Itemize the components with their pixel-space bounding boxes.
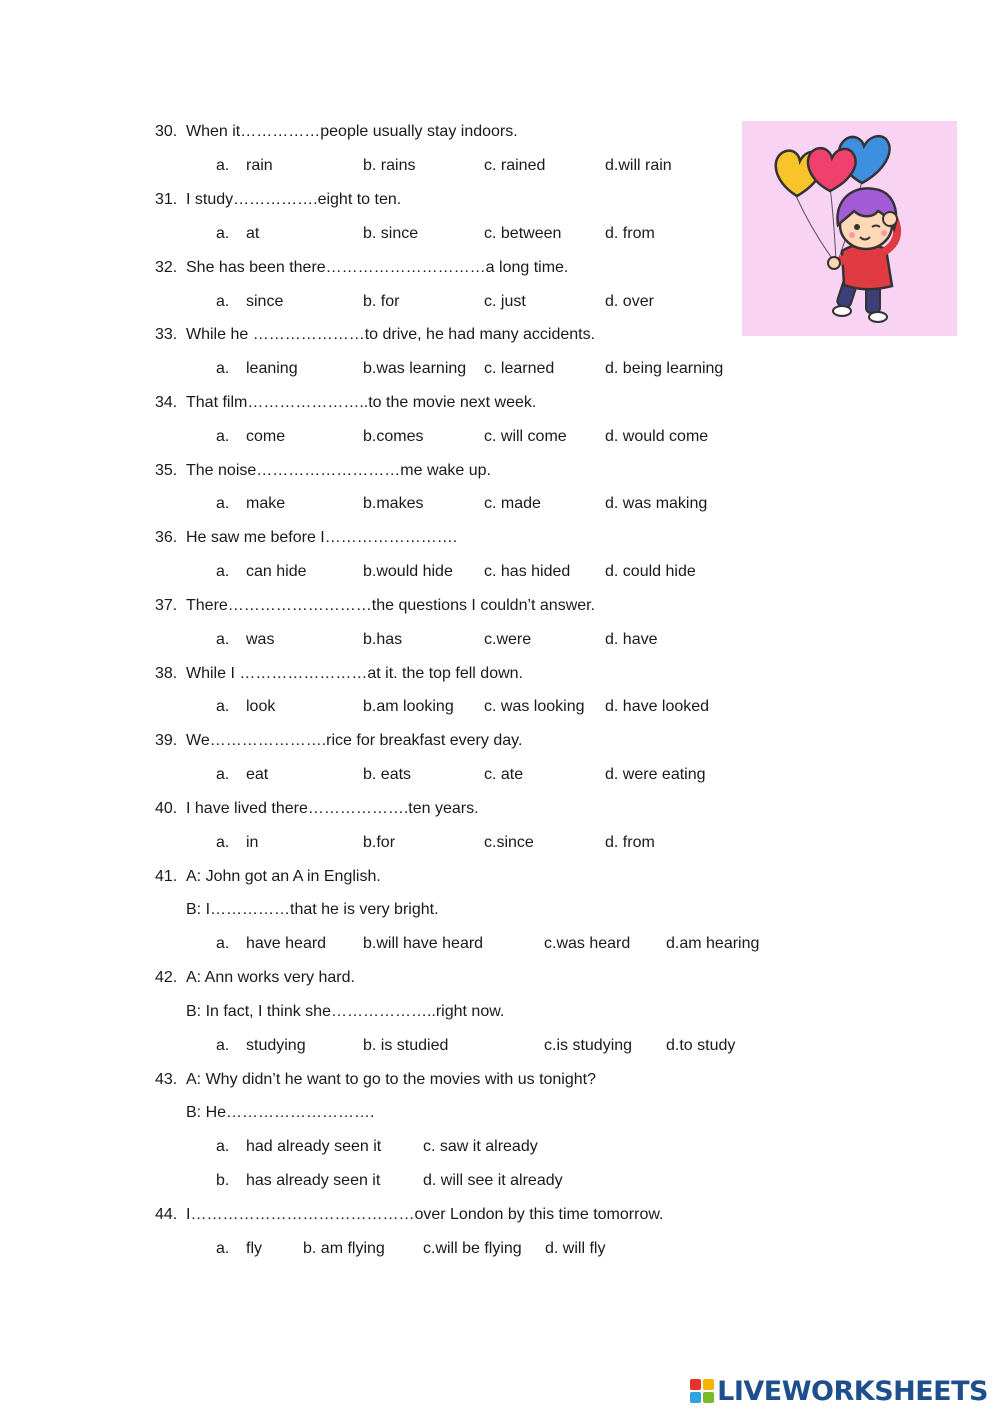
question-text: There………………………the questions I couldn’t answer. — [186, 597, 596, 614]
option-d[interactable]: d. could hide — [605, 563, 696, 580]
option-letter: a. — [216, 428, 230, 445]
question-number: 42. — [155, 969, 178, 986]
option-letter: a. — [216, 360, 230, 377]
option-c[interactable]: c.since — [484, 834, 534, 851]
option-letter: a. — [216, 766, 230, 783]
question-number: 39. — [155, 732, 178, 749]
option-a[interactable]: studying — [246, 1037, 306, 1054]
option-letter: a. — [216, 698, 230, 715]
option-b[interactable]: b.will have heard — [363, 935, 484, 952]
question-text: I……………………………………over London by this time tomorrow. — [186, 1206, 664, 1223]
option-c[interactable]: c. was looking — [484, 698, 585, 715]
question-number: 36. — [155, 529, 178, 546]
option-b[interactable]: b. since — [363, 225, 419, 242]
option-c[interactable]: c. will come — [484, 428, 567, 445]
option-c[interactable]: c. ate — [484, 766, 524, 783]
option-b[interactable]: b. for — [363, 293, 400, 310]
liveworksheets-logo[interactable] — [690, 1374, 988, 1408]
question-text: While I ……………………at it. the top fell down. — [186, 665, 523, 682]
option-letter: b. — [216, 1172, 230, 1189]
option-b[interactable]: has already seen it — [246, 1172, 381, 1189]
question-text: We………………….rice for breakfast every day. — [186, 732, 523, 749]
option-d[interactable]: d. have looked — [605, 698, 710, 715]
option-b[interactable]: b.comes — [363, 428, 424, 445]
option-c[interactable]: c. between — [484, 225, 562, 242]
option-a[interactable]: have heard — [246, 935, 327, 952]
option-letter: a. — [216, 563, 230, 580]
question-text: That film…………………..to the movie next week. — [186, 394, 537, 411]
balloons-boy-icon — [742, 121, 957, 336]
option-b[interactable]: b.makes — [363, 495, 424, 512]
option-c[interactable]: c. rained — [484, 157, 546, 174]
option-b[interactable]: b.was learning — [363, 360, 467, 377]
option-d[interactable]: d. was making — [605, 495, 708, 512]
question-number: 33. — [155, 326, 178, 343]
option-letter: a. — [216, 1240, 230, 1257]
option-d[interactable]: d. would come — [605, 428, 709, 445]
option-c[interactable]: c.was heard — [544, 935, 631, 952]
option-d[interactable]: d. from — [605, 225, 655, 242]
option-letter: a. — [216, 495, 230, 512]
option-d[interactable]: d.will rain — [605, 157, 672, 174]
option-b[interactable]: b. eats — [363, 766, 412, 783]
option-b[interactable]: b.am looking — [363, 698, 454, 715]
question-number: 43. — [155, 1071, 178, 1088]
question-text: The noise………………………me wake up. — [186, 462, 491, 479]
question-number: 44. — [155, 1206, 178, 1223]
question-text-line2: B: I……………that he is very bright. — [186, 901, 439, 918]
question-number: 31. — [155, 191, 178, 208]
boy-with-heart-balloons-illustration — [742, 121, 957, 336]
question-number: 41. — [155, 868, 178, 885]
question-number: 38. — [155, 665, 178, 682]
option-a[interactable]: had already seen it — [246, 1138, 382, 1155]
option-c[interactable]: c. has hided — [484, 563, 571, 580]
option-a[interactable]: in — [246, 834, 259, 851]
option-a[interactable]: eat — [246, 766, 269, 783]
option-b[interactable]: b.would hide — [363, 563, 453, 580]
option-a[interactable]: fly — [246, 1240, 262, 1257]
question-text-line2: B: He………………………. — [186, 1104, 375, 1121]
option-d[interactable]: d. were eating — [605, 766, 706, 783]
question-text: She has been there…………………………a long time. — [186, 259, 569, 276]
option-a[interactable]: look — [246, 698, 276, 715]
question-number: 32. — [155, 259, 178, 276]
option-a[interactable]: make — [246, 495, 286, 512]
option-c[interactable]: c. just — [484, 293, 526, 310]
option-b[interactable]: b.has — [363, 631, 403, 648]
option-letter: a. — [216, 225, 230, 242]
option-d[interactable]: d.am hearing — [666, 935, 760, 952]
option-d[interactable]: d. will see it already — [423, 1172, 563, 1189]
option-a[interactable]: was — [246, 631, 275, 648]
question-number: 37. — [155, 597, 178, 614]
option-d[interactable]: d. over — [605, 293, 654, 310]
question-text: I study…………….eight to ten. — [186, 191, 402, 208]
question-text: A: John got an A in English. — [186, 868, 381, 885]
question-text: While he …………………to drive, he had many accidents. — [186, 326, 596, 343]
option-b[interactable]: b. rains — [363, 157, 416, 174]
option-a[interactable]: rain — [246, 157, 273, 174]
option-a[interactable]: leaning — [246, 360, 298, 377]
question-text: I have lived there……………….ten years. — [186, 800, 479, 817]
question-text: A: Why didn’t he want to go to the movies with us tonight? — [186, 1071, 596, 1088]
question-text: A: Ann works very hard. — [186, 969, 355, 986]
option-b[interactable]: b.for — [363, 834, 396, 851]
option-c[interactable]: c.is studying — [544, 1037, 633, 1054]
option-c[interactable]: c. made — [484, 495, 541, 512]
option-d[interactable]: d. from — [605, 834, 655, 851]
question-number: 40. — [155, 800, 178, 817]
option-c[interactable]: c.will be flying — [423, 1240, 522, 1257]
option-c[interactable]: c.were — [484, 631, 532, 648]
question-number: 30. — [155, 123, 178, 140]
option-d[interactable]: d. being learning — [605, 360, 724, 377]
question-text: When it……………people usually stay indoors. — [186, 123, 518, 140]
option-d[interactable]: d. will fly — [545, 1240, 606, 1257]
option-a[interactable]: at — [246, 225, 260, 242]
option-c[interactable]: c. learned — [484, 360, 555, 377]
question-number: 35. — [155, 462, 178, 479]
liveworksheets-logo-icon — [690, 1379, 714, 1403]
option-letter: a. — [216, 1138, 230, 1155]
question-text: He saw me before I……………………. — [186, 529, 458, 546]
option-letter: a. — [216, 935, 230, 952]
option-c[interactable]: c. saw it already — [423, 1138, 538, 1155]
option-a[interactable]: come — [246, 428, 286, 445]
question-text-line2: B: In fact, I think she………………..right now. — [186, 1003, 505, 1020]
option-a[interactable]: can hide — [246, 563, 307, 580]
option-b[interactable]: b. am flying — [303, 1240, 385, 1257]
logo-text: LIVEWORKSHEETS — [717, 1375, 988, 1407]
option-b[interactable]: b. is studied — [363, 1037, 449, 1054]
option-letter: a. — [216, 157, 230, 174]
option-letter: a. — [216, 834, 230, 851]
option-letter: a. — [216, 293, 230, 310]
option-letter: a. — [216, 1037, 230, 1054]
question-number: 34. — [155, 394, 178, 411]
option-a[interactable]: since — [246, 293, 284, 310]
option-d[interactable]: d. have — [605, 631, 658, 648]
option-letter: a. — [216, 631, 230, 648]
option-d[interactable]: d.to study — [666, 1037, 736, 1054]
